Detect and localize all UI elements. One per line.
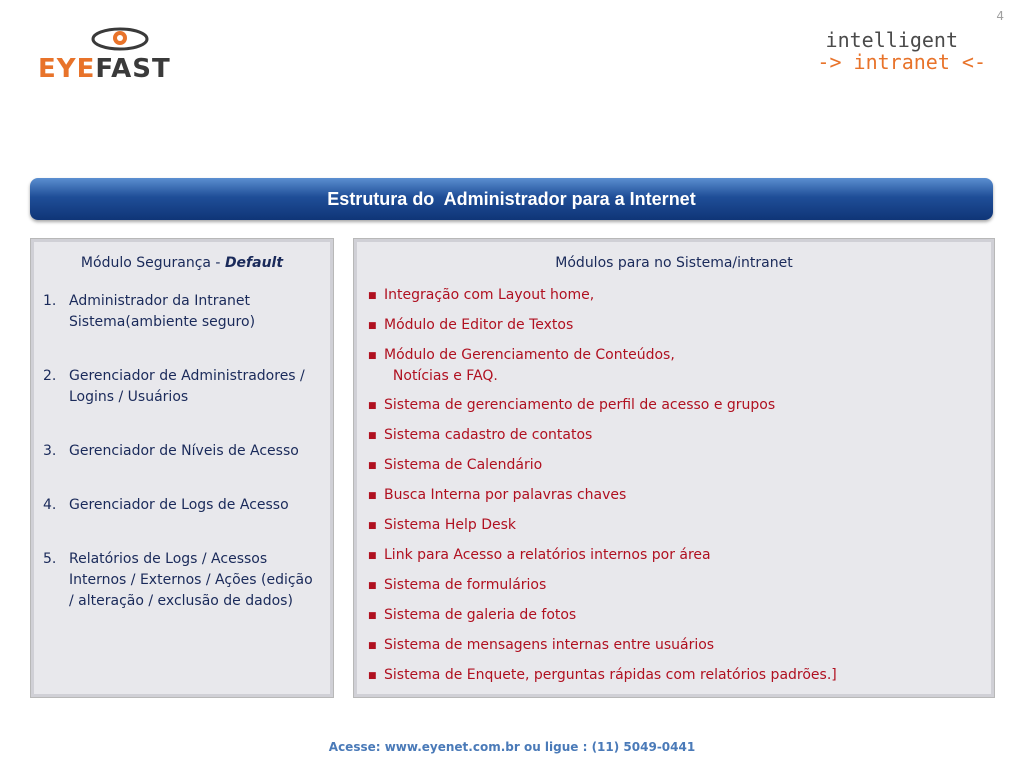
list-item: 4. Gerenciador de Logs de Acesso [43,497,289,513]
logo-intranet-text: -> intranet <- [817,50,986,74]
security-module-heading: Módulo Segurança - Default [80,255,284,271]
square-bullet-icon: ■ [368,521,377,531]
square-bullet-icon: ■ [368,401,377,411]
square-bullet-icon: ■ [368,581,377,591]
footer-contact: Acesse: www.eyenet.com.br ou ligue : (11) 5049-0441 [328,740,696,754]
security-module-list [31,291,333,612]
system-modules-panel [353,238,995,698]
list-item: ■ Sistema cadastro de contatos [368,425,994,447]
list-item: ■ Sistema de formulários [368,575,994,597]
square-bullet-icon: ■ [368,291,377,301]
list-item: ■ Integração com Layout home, [368,285,994,307]
list-item: ■ Sistema de galeria de fotos [368,605,994,627]
logo-intelligent-text: intelligent [825,28,958,52]
eyefast-logo-text: EYEFAST [38,54,171,84]
page-title: Estrutura do Administrador para a Internet [327,188,696,209]
eyefast-logo [38,24,198,84]
intelligent-intranet-logo [816,28,986,78]
square-bullet-icon: ■ [368,321,377,331]
list-item: 5. Relatórios de Logs / Acessos Internos / Externos / Ações (edição / alteração / exclusão de dados) [43,551,313,609]
title-bar [30,178,993,220]
list-item: ■ Busca Interna por palavras chaves [368,485,994,507]
list-item: 2. Gerenciador de Administradores / Logins / Usuários [43,368,305,405]
security-module-panel [30,238,334,698]
square-bullet-icon: ■ [368,351,377,361]
square-bullet-icon: ■ [368,491,377,501]
square-bullet-icon: ■ [368,461,377,471]
system-modules-list [354,285,994,687]
list-item: 3. Gerenciador de Níveis de Acesso [43,443,299,459]
list-item: ■ Sistema Help Desk [368,515,994,537]
list-item: ■ Sistema de Enquete, perguntas rápidas com relatórios padrões.] [368,665,994,687]
list-item: ■ Módulo de Gerenciamento de Conteúdos, Notícias e FAQ. [368,345,994,387]
eye-icon [90,26,150,52]
square-bullet-icon: ■ [368,551,377,561]
system-modules-heading: Módulos para no Sistema/intranet [555,255,793,271]
list-item: ■ Link para Acesso a relatórios internos por área [368,545,994,567]
list-item: ■ Módulo de Editor de Textos [368,315,994,337]
square-bullet-icon: ■ [368,641,377,651]
square-bullet-icon: ■ [368,611,377,621]
square-bullet-icon: ■ [368,431,377,441]
list-item: ■ Sistema de mensagens internas entre usuários [368,635,994,657]
list-item: ■ Sistema de Calendário [368,455,994,477]
page-number: 4 [996,9,1004,23]
list-item: 1. Administrador da Intranet Sistema(ambiente seguro) [43,293,256,330]
square-bullet-icon: ■ [368,671,377,681]
list-item: ■ Sistema de gerenciamento de perfil de acesso e grupos [368,395,994,417]
